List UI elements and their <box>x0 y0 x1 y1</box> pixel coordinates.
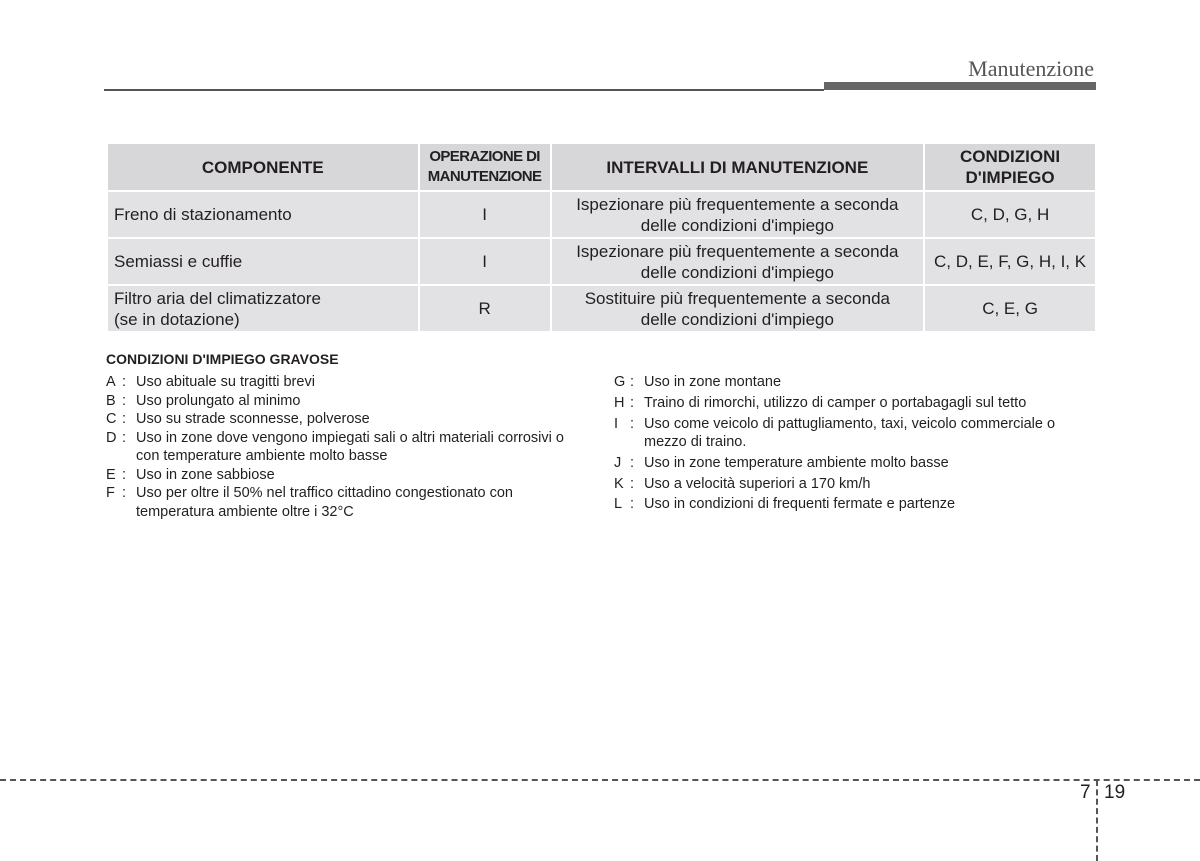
cell-operazione: R <box>420 286 550 331</box>
condition-key: H <box>614 394 625 411</box>
condition-separator: : <box>122 374 127 390</box>
list-item <box>614 415 1094 452</box>
cell-intervallo-line2: delle condizioni d'impiego <box>640 309 834 329</box>
table-row <box>108 286 1095 331</box>
header-operazione-line1: OPERAZIONE DI <box>429 148 540 165</box>
list-item <box>106 466 566 485</box>
cell-componente <box>108 286 418 331</box>
cell-componente-line1: Freno di stazionamento <box>114 205 292 224</box>
condition-text: Uso in zone temperature ambiente molto basse <box>644 454 949 471</box>
condition-text: Uso su strade sconnesse, polverose <box>136 411 370 427</box>
header-componente: COMPONENTE <box>108 144 418 190</box>
condition-text: Uso per oltre il 50% nel traffico cittadino congestionato con temperatura ambiente oltre i 32°C <box>136 485 513 520</box>
cell-condizioni: C, E, G <box>925 286 1095 331</box>
condition-separator: : <box>630 394 635 411</box>
condition-text: Uso in zone sabbiose <box>136 466 275 483</box>
list-item <box>614 495 1094 514</box>
condition-key: L <box>614 496 623 513</box>
footer-page-divider <box>1096 780 1098 861</box>
cell-intervallo-line1: Ispezionare più frequentemente a seconda <box>576 241 899 261</box>
cell-condizioni: C, D, E, F, G, H, I, K <box>925 239 1095 284</box>
condition-key: K <box>614 475 624 492</box>
footer-dashed-rule <box>0 779 1200 781</box>
cell-intervallo <box>552 286 924 331</box>
list-item <box>106 373 566 392</box>
page-number: 19 <box>1104 782 1126 803</box>
condition-separator: : <box>122 485 127 501</box>
list-item <box>614 475 1094 494</box>
condition-text: Uso in zone dove vengono impiegati sali o altri materiali corrosivi o con temperature ambiente molto basse <box>136 429 564 464</box>
condition-text: Uso come veicolo di pattugliamento, taxi, veicolo commerciale o mezzo di traino. <box>644 415 1056 451</box>
condition-key: J <box>614 454 622 471</box>
conditions-list-left <box>106 373 566 521</box>
header-rule <box>104 89 824 91</box>
cell-componente-line1: Semiassi e cuffie <box>114 252 243 271</box>
list-item <box>614 394 1094 413</box>
cell-intervallo-line1: Ispezionare più frequentemente a seconda <box>576 194 899 214</box>
cell-componente <box>108 239 418 284</box>
condition-key: A <box>106 374 116 390</box>
header-operazione-line2: MANUTENZIONE <box>427 168 542 185</box>
header-condizioni-line1: CONDIZIONI <box>960 147 1061 166</box>
condition-text: Uso a velocità superiori a 170 km/h <box>644 475 871 492</box>
condition-text: Uso in condizioni di frequenti fermate e partenze <box>644 496 956 513</box>
condition-separator: : <box>630 496 635 513</box>
table-header-row <box>108 144 1095 190</box>
list-item <box>106 429 566 466</box>
cell-intervallo <box>552 192 924 237</box>
condition-key: G <box>614 374 626 390</box>
table-row <box>108 192 1095 237</box>
header-operazione <box>420 144 550 190</box>
condition-key: C <box>106 411 117 427</box>
header-condizioni-line2: D'IMPIEGO <box>965 168 1055 187</box>
condition-key: B <box>106 392 116 409</box>
table-row <box>108 239 1095 284</box>
cell-intervallo-line2: delle condizioni d'impiego <box>640 215 834 235</box>
cell-operazione: I <box>420 192 550 237</box>
cell-condizioni: C, D, G, H <box>925 192 1095 237</box>
cell-operazione: I <box>420 239 550 284</box>
condition-separator: : <box>630 475 635 492</box>
condition-separator: : <box>122 411 127 427</box>
cell-intervallo-line1: Sostituire più frequentemente a seconda <box>584 288 890 308</box>
chapter-number: 7 <box>1080 782 1091 803</box>
condition-separator: : <box>630 454 635 471</box>
cell-componente-line2: (se in dotazione) <box>114 309 240 329</box>
condition-text: Uso abituale su tragitti brevi <box>136 374 315 390</box>
condition-text: Uso prolungato al minimo <box>136 392 301 409</box>
list-item <box>106 410 566 429</box>
cell-componente <box>108 192 418 237</box>
condition-key: F <box>106 485 115 501</box>
condition-key: E <box>106 466 116 483</box>
header-condizioni <box>925 144 1095 190</box>
header-intervalli: INTERVALLI DI MANUTENZIONE <box>552 144 924 190</box>
condition-key: I <box>614 415 619 432</box>
list-item <box>614 373 1094 392</box>
condition-separator: : <box>630 374 635 390</box>
list-item <box>614 454 1094 473</box>
condition-separator: : <box>122 429 127 446</box>
list-item <box>106 484 566 521</box>
cell-componente-line1: Filtro aria del climatizzatore <box>114 288 321 308</box>
condition-separator: : <box>122 392 127 409</box>
condition-separator: : <box>122 466 127 483</box>
cell-intervallo-line2: delle condizioni d'impiego <box>640 262 834 282</box>
conditions-list-right <box>614 373 1094 516</box>
conditions-title: CONDIZIONI D'IMPIEGO GRAVOSE <box>106 351 339 367</box>
header-rule-accent <box>824 82 1096 90</box>
page-header-title: Manutenzione <box>968 56 1094 81</box>
condition-key: D <box>106 429 117 446</box>
condition-text: Traino di rimorchi, utilizzo di camper o portabagagli sul tetto <box>644 394 1027 411</box>
cell-intervallo <box>552 239 924 284</box>
maintenance-table <box>106 142 1097 333</box>
condition-separator: : <box>630 415 635 432</box>
list-item <box>106 392 566 411</box>
condition-text: Uso in zone montane <box>644 374 782 390</box>
